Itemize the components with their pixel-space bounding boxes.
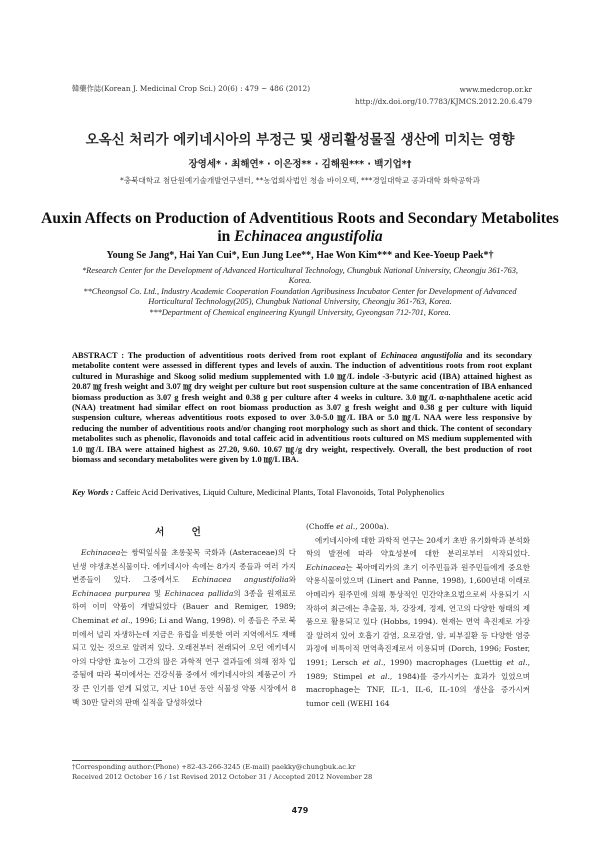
species-name: Echinacea purpurea bbox=[72, 588, 151, 598]
abstract-label: ABSTRACT : bbox=[72, 351, 125, 360]
et-al: et al. bbox=[367, 671, 390, 681]
corresponding-author: †Corresponding author:(Phone) +82-43-266-3245 (E-mail) paekky@chungbuk.ac.kr bbox=[72, 763, 356, 771]
abstract bbox=[72, 351, 532, 465]
text-run: 는 북아메리카의 초기 이주민들과 원주민들에게 중요한 약용식물이었으며 (Linert and Panne, 1998), 1,600년대 이래로 아메리카 원주민에 의해 통상적인 민간약초요법으로써 사용되기 시작하여 최근에는 추출물, 차, 강장제, 정제, 연고의 다양한 형태의 제품으로 활용되고 있다 (Hobbs, 1994). 현재는 면역 촉진제로 가장 잘 알려져 있어 호흡기 감염, 요로감염, 암, 피부질환 등 다양한 염증과정에 비특이적 면역촉진제로서 이용되며 (Dorch, 1996; Foster, 1991; Lersch bbox=[306, 562, 530, 667]
text-run: 에키네시아에 대한 과학적 연구는 20세기 초반 유기화학과 분석화학의 발전에 따라 약효성분에 대한 분리로부터 시작되었다. bbox=[306, 535, 530, 559]
intro-paragraph-1 bbox=[72, 546, 296, 709]
keywords-label: Key Words : bbox=[72, 488, 114, 497]
korean-title: 오옥신 처리가 에키네시아의 부정근 및 생리활성물질 생산에 미치는 영향 bbox=[85, 132, 515, 148]
abstract-text-1: The production of adventitious roots derived from root explant of bbox=[124, 351, 381, 360]
section-heading-introduction: 서 언 bbox=[155, 527, 213, 538]
keywords bbox=[72, 488, 532, 497]
abstract-species: Echinacea angustifolia bbox=[380, 351, 463, 360]
text-run: 와 bbox=[288, 575, 296, 585]
body-column-right bbox=[306, 520, 530, 710]
body-column-left bbox=[72, 520, 296, 709]
footnotes bbox=[72, 763, 532, 782]
doi-link[interactable]: http://dx.doi.org/10.7783/KJMCS.2012.20.6.479 bbox=[355, 97, 532, 106]
intro-paragraph-2 bbox=[306, 534, 530, 711]
abstract-text-2: and its secondary metabolite content were assessed in different types and levels of auxin. The induction of adventitious roots from root explant cultured in Murashige and Skoog solid medium supplemented with 1.0 ㎎/L indole -3-butyric acid (IBA) attained highest as 20.87 ㎎ fresh weight and 3.07 ㎎ dry weight per culture but root suspension culture at the same concentration of IBA enhanced biomass production as 3.07 g fresh weight and 0.38 g per culture after 4 weeks in culture. 3.0 ㎎/L α-naphthalene acetic acid (NAA) treatment had similar effect on root biomass production as 3.07 g fresh weight and 0.38 g per culture with liquid suspension culture, whereas adventitious roots exposed to over 3.0-5.0 ㎎/L IBA or 5.0 ㎎/L NAA were less responsive by reducing the number of adventitious roots and/or changing root morphology such as short and thick. The content of secondary metabolites such as phenolic, flavonoids and total caffeic acid in adventitious roots cultured on MS medium supplemented with 1.0 ㎎/L IBA were attained highest as 27.20, 9.60. 10.67 ㎎/g dry weight, respectively. Overall, the best production of root biomass and secondary metabolites were given by 1.0 ㎎/L IBA. bbox=[72, 351, 533, 465]
text-run: , 1984)를 증가시키는 효과가 있었으며 macrophage는 TNF, IL-1, IL-6, IL-10의 생산을 증가시켜 tumor cell (WEHI 164 bbox=[306, 671, 530, 708]
journal-website[interactable]: www.medcrop.or.kr bbox=[459, 85, 532, 94]
genus-name: Echinacea bbox=[306, 562, 346, 572]
journal-links bbox=[355, 84, 532, 108]
species-name: Echinacea angustifolia bbox=[192, 575, 289, 585]
footnote-rule bbox=[72, 760, 162, 761]
english-affiliations bbox=[70, 266, 530, 318]
species-name: Echinacea pallida bbox=[164, 588, 234, 598]
text-run: , 1989; Stimpel bbox=[306, 657, 530, 681]
text-run: (Choffe bbox=[306, 522, 337, 531]
korean-authors: 장영세* · 최해연* · 이은정** · 김해원*** · 백기업*† bbox=[188, 159, 412, 170]
english-title-main: Auxin Affects on Production of Adventitious Roots and Secondary Metabolites in bbox=[41, 210, 559, 245]
genus-name: Echinacea bbox=[81, 548, 121, 557]
english-title-species: Echinacea angustifolia bbox=[234, 228, 383, 245]
keywords-text: Caffeic Acid Derivatives, Liquid Culture, Medicinal Plants, Total Flavonoids, Total Polyphenolics bbox=[113, 488, 445, 497]
et-al: et al. bbox=[336, 522, 356, 531]
received-dates: Received 2012 October 16 / 1st Revised 2012 October 31 / Accepted 2012 November 28 bbox=[72, 772, 373, 781]
page-number: 479 bbox=[291, 806, 309, 815]
et-al: et al. bbox=[362, 657, 384, 667]
journal-citation: 韓藥作誌(Korean J. Medicinal Crop Sci.) 20(6) : 479 ~ 486 (2012) bbox=[72, 84, 311, 93]
text-run: , 2000a). bbox=[355, 522, 389, 531]
text-run: , 1990) macrophages (Luettig bbox=[383, 657, 507, 667]
text-run: , 1996; Li and Wang, 1998). 이 종들은 주로 북미에서 널리 자생하는데 지금은 유럽을 비롯한 여러 지역에서도 재배되고 있는 것으로 알려져 있다. 오래전부터 전래되어 오던 에키네시아의 다양한 효능이 그간의 많은 과학적 연구 결과들에 의해 점차 입증됨에 따라 북미에서는 건강식품 중에서 에키네시아의 제품군이 가장 큰 인기를 얻게 되었고, 지난 10년 동안 식물성 약품 시장에서 8백 30만 달러의 판매 실적을 달성하였다 bbox=[72, 615, 297, 707]
intro-paragraph-continued bbox=[306, 520, 530, 534]
text-run: 및 bbox=[150, 588, 165, 598]
korean-affiliations: *충북대학교 첨단원예기술개발연구센터, **농업회사법인 청솔 바이오텍, ***경일대학교 공과대학 화학공학과 bbox=[120, 176, 480, 185]
affiliation-3: ***Department of Chemical engineering Kyungil University, Gyeongsan 712-701, Korea. bbox=[149, 307, 451, 317]
affiliation-1: *Research Center for the Development of Advanced Horticultural Technology, Chungbuk National University, Cheongju 361-763, Korea. bbox=[81, 266, 519, 286]
english-authors: Young Se Jang*, Hai Yan Cui*, Eun Jung Lee**, Hae Won Kim*** and Kee-Yoeup Paek*† bbox=[106, 250, 494, 261]
english-title bbox=[40, 210, 560, 246]
affiliation-2: **Cheongsol Co. Ltd., Industry Academic Cooperation Foundation Agribusiness Incubator Center for Development of Advanced Horticultural Technology(205), Chungbuk National University, Cheongju 361-763, Korea. bbox=[83, 286, 517, 307]
et-al: et al. bbox=[506, 657, 528, 667]
et-al: et al. bbox=[111, 615, 131, 625]
text-run: 의 3종을 원재료로 하여 이미 약품이 개발되었다 (Bauer and Remiger, 1989; Cheminat bbox=[72, 588, 296, 625]
text-run: 는 쌍떡잎식물 초롱꽃목 국화과 (Asteraceae)의 다년생 야생초본식물이다. 에키네시아 속에는 8가지 종들과 여러 가지 변종들이 있다. 그중에서도 bbox=[72, 548, 296, 585]
